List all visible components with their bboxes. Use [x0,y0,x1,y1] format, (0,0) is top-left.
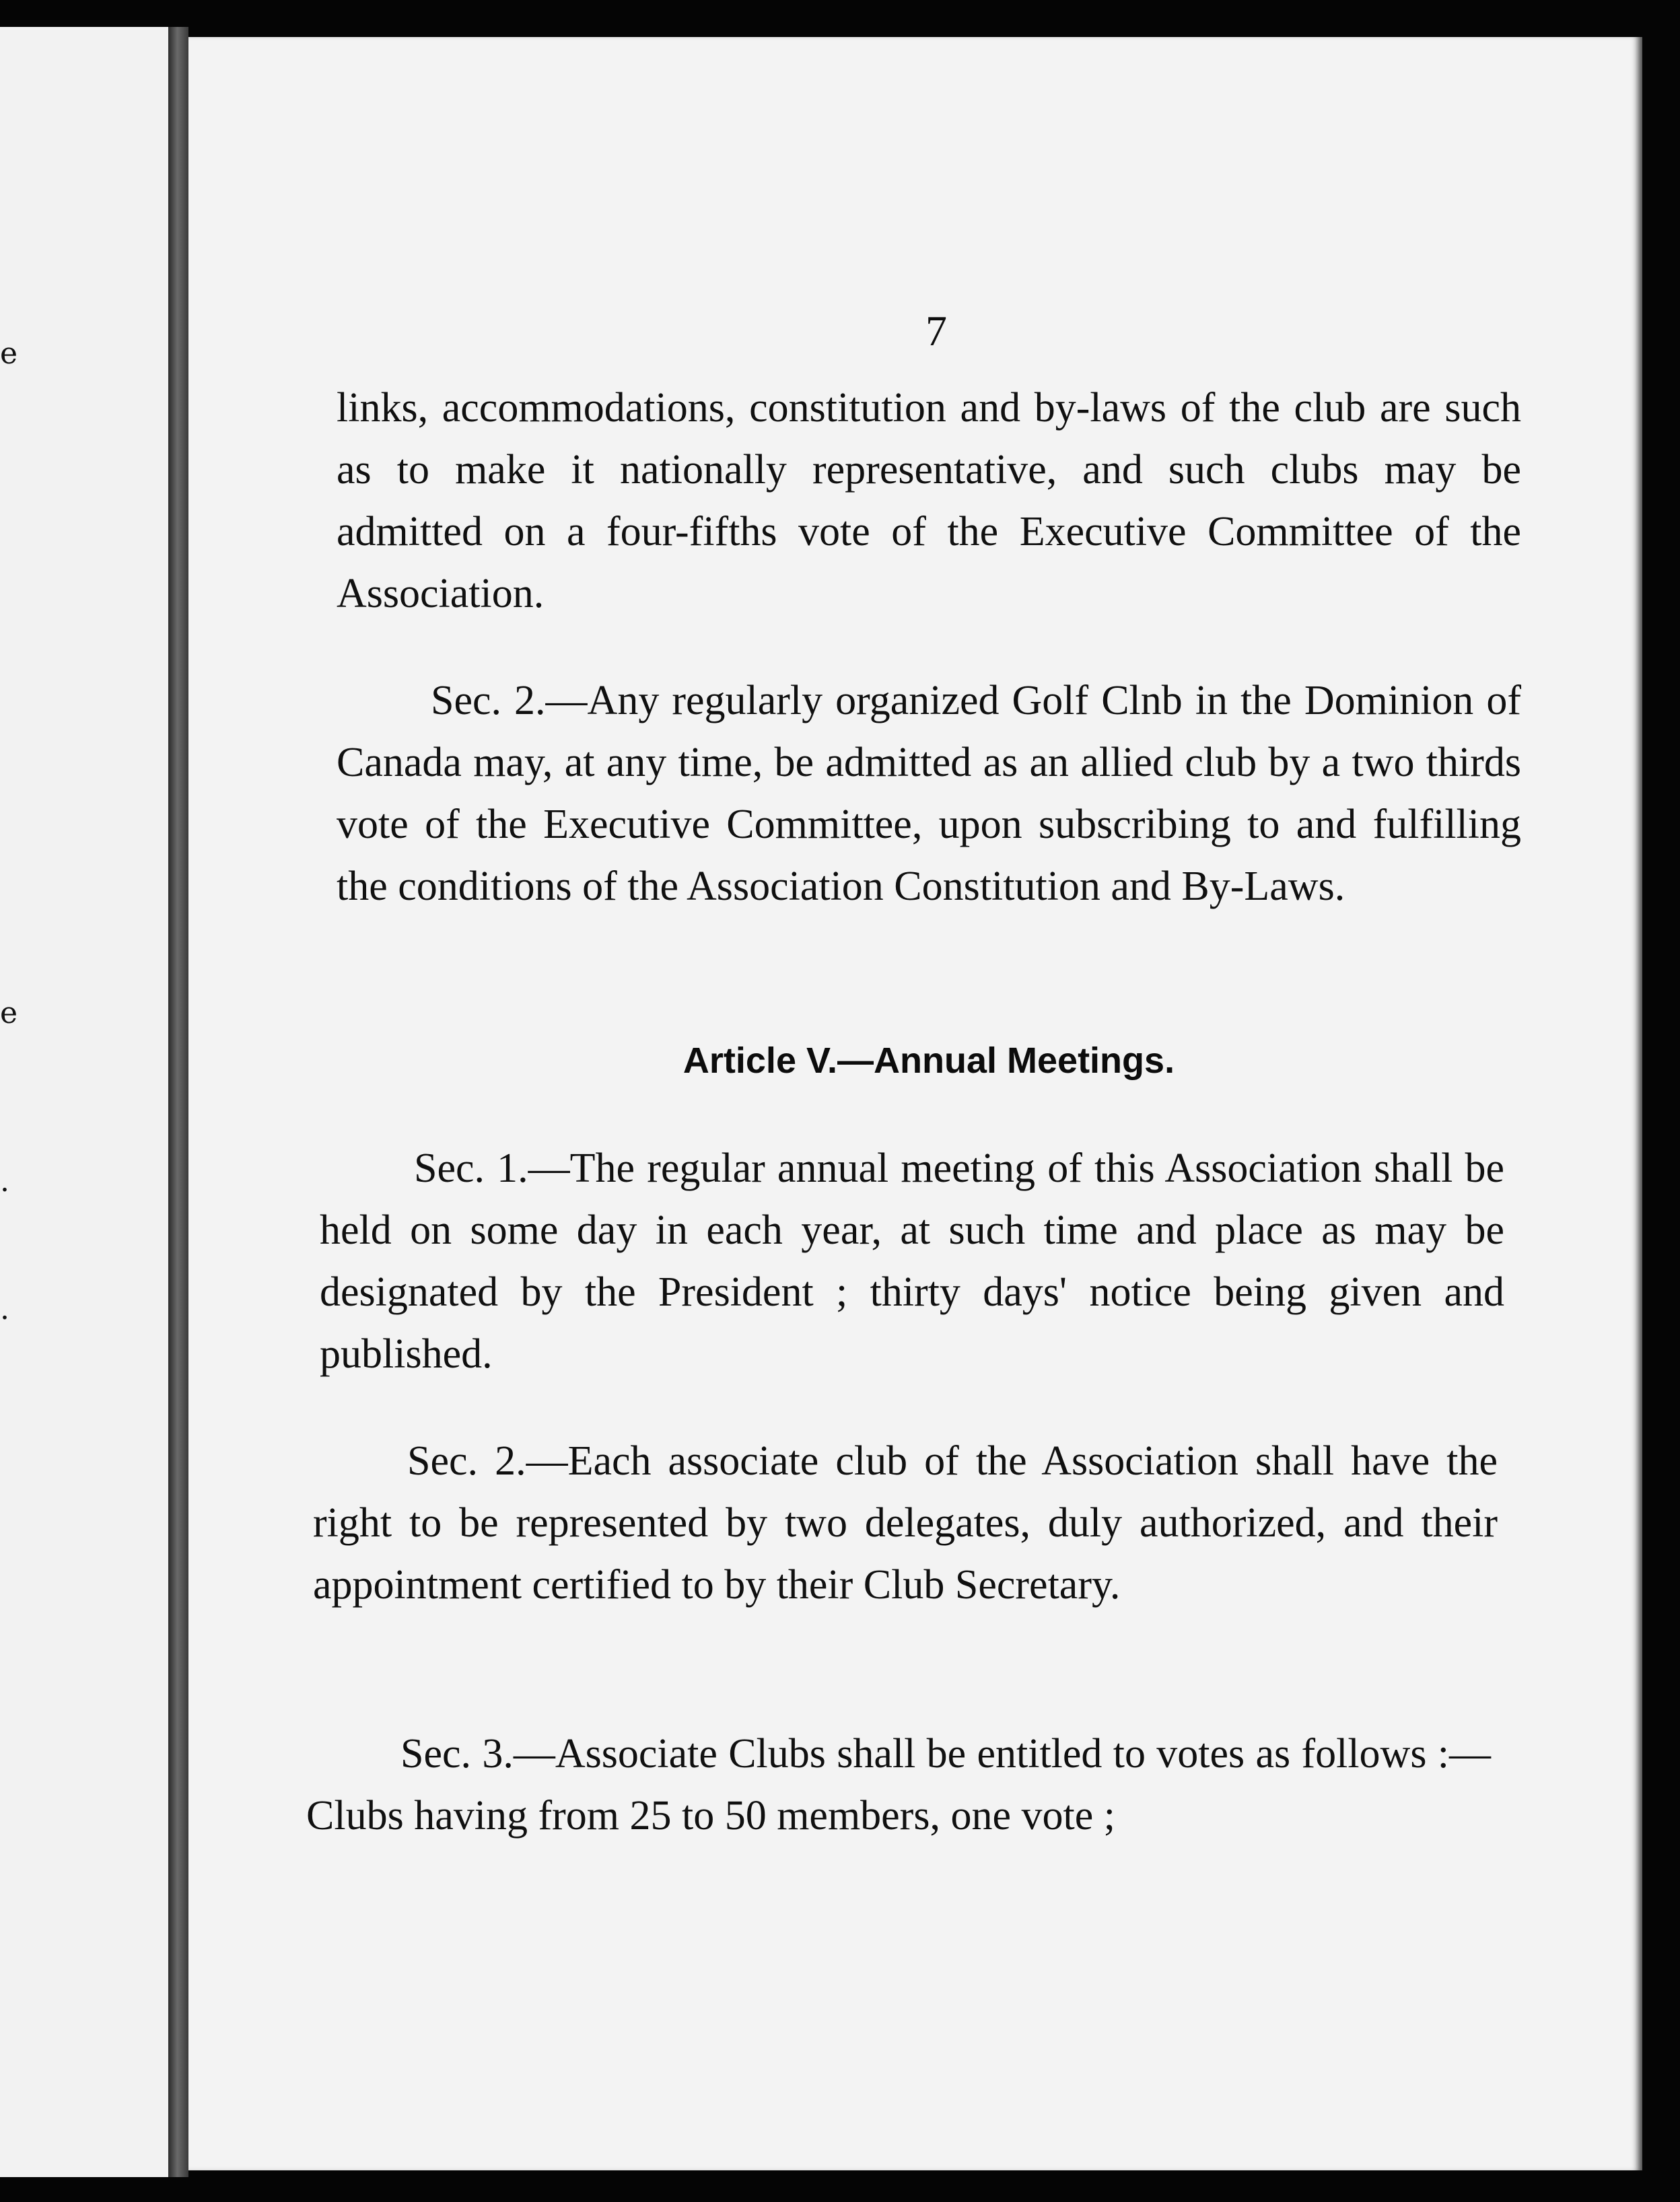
left-page-edge-char: e [0,336,18,371]
page-sheet [188,37,1642,2170]
article-heading: Article V.—Annual Meetings. [682,1040,1175,1081]
paragraph-continuation [337,377,1521,625]
left-page-edge-char: e [0,996,18,1030]
paragraph-sec-2 [313,1430,1498,1616]
paragraph-text: Sec. 1.—The regular annual meeting of this Association shall be held on some day in each year, at such time and place as may be designated by the President ; thirty days' notice being given and published. [320,1145,1504,1377]
paragraph-text: Sec. 2.—Any regularly organized Golf Clnb in the Dominion of Canada may, at any time, be admitted as an allied club by a two thirds vote of the Executive Committee, upon subscribing to and fulfilling the conditions of the Association Constitution and By-Laws. [337,678,1521,909]
page-number: 7 [925,307,947,355]
left-page-fragment [0,27,168,2177]
paragraph-sec-2-article-4 [337,670,1521,917]
paragraph-sec-3 [306,1723,1491,1847]
paragraph-text: Sec. 2.—Each associate club of the Association shall have the right to be represented by two delegates, duly authorized, and their appointment certified to by their Club Secretary. [313,1438,1498,1608]
book-gutter [168,27,188,2177]
paragraph-sec-1 [320,1137,1504,1385]
paragraph-text: links, accommodations, constitution and by-laws of the club are such as to make it nationally representative, and such clubs may be admitted on a four-fifths vote of the Executive Committee of the Association. [337,385,1521,616]
left-page-edge-char: . [0,1164,9,1199]
paragraph-text: Sec. 3.—Associate Clubs shall be entitled to votes as follows :—Clubs having from 25 to 50 members, one vote ; [306,1731,1491,1839]
left-page-edge-char: . [0,1292,9,1326]
